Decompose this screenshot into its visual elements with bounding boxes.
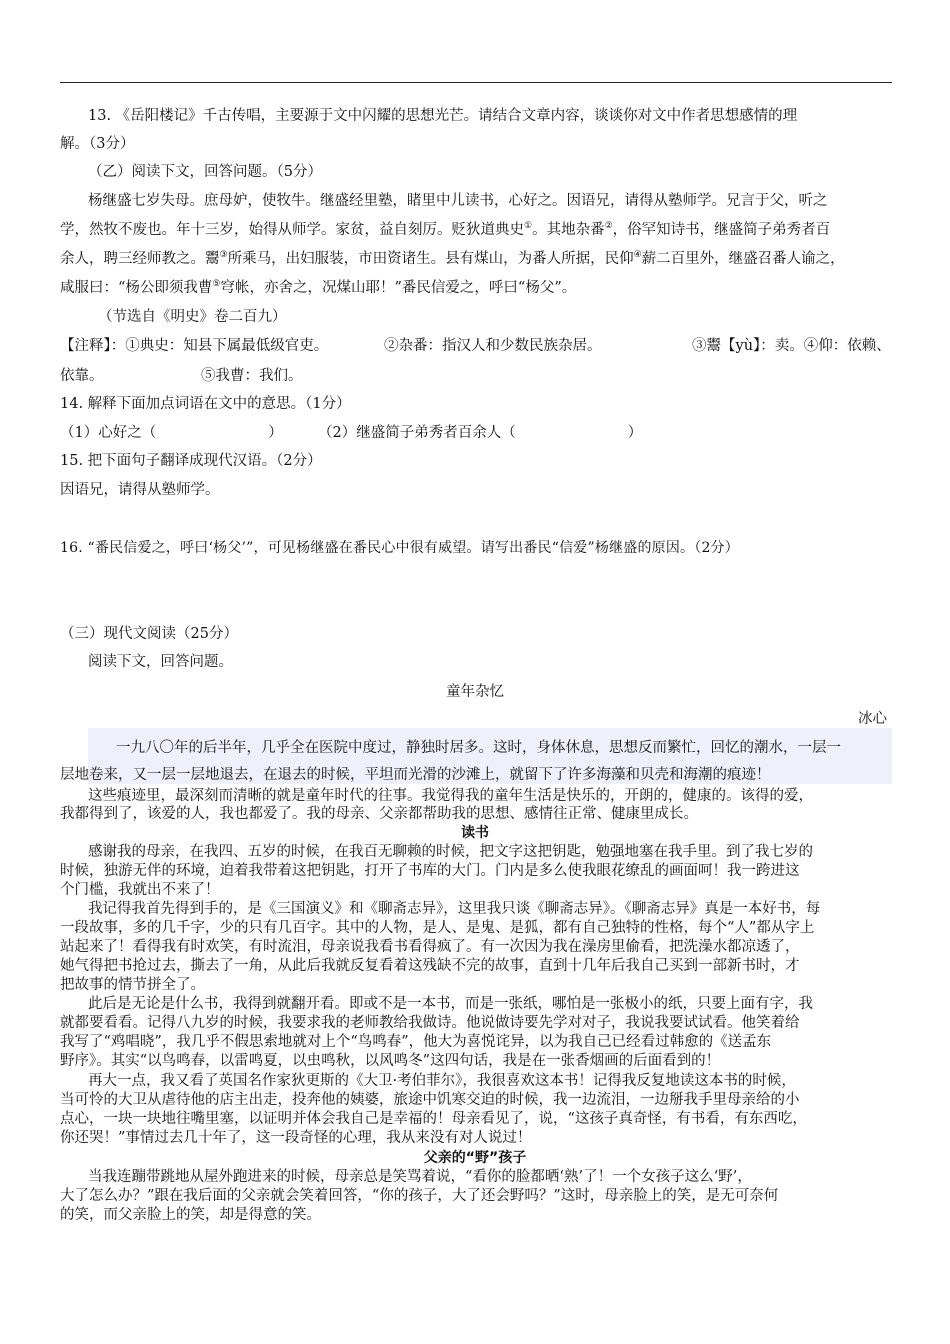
article-p7-l3: 的笑，而父亲脸上的笑，却是得意的笑。 bbox=[60, 1207, 321, 1223]
classical-text-line4: 咸服曰：“杨公即须我曹⑤穹帐，亦舍之，况煤山耶！”番民信爱之，呼曰“杨父”。 bbox=[60, 279, 577, 296]
section-3-instruction: 阅读下文，回答问题。 bbox=[88, 654, 233, 670]
notes-line1-b: ②杂番：指汉人和少数民族杂居。 bbox=[384, 338, 602, 354]
article-p3-l1: 感谢我的母亲，在我四、五岁的时候，在我百无聊赖的时候，把文字这把钥匙，勉强地塞在我手里。到了我七岁的 bbox=[88, 844, 813, 860]
subheading-reading: 读书 bbox=[461, 825, 489, 841]
article-p4-l5: 把故事的情节拼全了。 bbox=[60, 977, 205, 993]
header-rule bbox=[60, 82, 892, 83]
article-p7-l2: 大了怎么办？”跟在我后面的父亲就会笑着回答，“你的孩子，大了还会野吗？”这时，母亲脸上的笑，是无可奈何 bbox=[60, 1188, 779, 1204]
notes-line1-a: 【注释】：①典史：知县下属最低级官吏。 bbox=[60, 338, 329, 354]
article-p6-l2: 当可怜的大卫从虐待他的店主出走，投奔他的姨婆，旅途中饥寒交迫的时候，我一边流泪，一边掰我手里母亲给的小 bbox=[60, 1092, 800, 1108]
notes-line2-a: 依靠。 bbox=[60, 368, 104, 384]
article-p4-l3: 站起来了！看得我有时欢笑，有时流泪，母亲说我看书看得疯了。有一次因为我在澡房里偷看，把洗澡水都凉透了， bbox=[60, 939, 800, 955]
q16-text: 16. “番民信爱之，呼曰‘杨父’”，可见杨继盛在番民心中很有威望。请写出番民“信爱”杨继盛的原因。（2分） bbox=[60, 540, 739, 556]
article-p4-l2: 一段故事，多的几千字，少的只有几百字。其中的人物，是人、是鬼、是狐，都有自己独特的性格，每个“人”都从字上 bbox=[60, 920, 815, 936]
q14-item1: （1）心好之（ ） bbox=[60, 425, 283, 441]
q14-item2: （2）继盛简子弟秀者百余人（ ） bbox=[318, 425, 643, 441]
classical-text-line1: 杨继盛七岁失母。庶母妒，使牧牛。继盛经里塾，睹里中儿读书，心好之。因语兄，请得从塾师学。兄言于父，听之 bbox=[88, 193, 828, 209]
article-p1-l1: 一九八〇年的后半年，几乎全在医院中度过，静独时居多。这时，身体休息，思想反而繁忙，回忆的潮水，一层一 bbox=[116, 740, 841, 756]
section-b-heading: （乙）阅读下文，回答问题。（5分） bbox=[88, 164, 322, 180]
q15-sentence: 因语兄，请得从塾师学。 bbox=[60, 482, 220, 498]
article-p5-l1: 此后是无论是什么书，我得到就翻开看。即或不是一本书，而是一张纸，哪怕是一张极小的纸，只要上面有字，我 bbox=[88, 996, 813, 1012]
article-p3-l3: 个门槛，我就出不来了！ bbox=[60, 882, 220, 898]
article-p5-l3: 我写了“鸡唱晓”，我几乎不假思索地就对上个“鸟鸣春”，他大为喜悦诧异，以为我自己已经看过韩愈的《送孟东 bbox=[60, 1034, 772, 1050]
article-author: 冰心 bbox=[858, 711, 887, 727]
article-title: 童年杂忆 bbox=[446, 684, 504, 700]
classical-text-line2: 学，然牧不废也。年十三岁，始得从师学。家贫，益自刻厉。贬狄道典史①。其地杂番②，俗罕知诗书，继盛简子弟秀者百 bbox=[60, 221, 831, 238]
article-p4-l1: 我记得我首先得到手的，是《三国演义》和《聊斋志异》，这里我只谈《聊斋志异》。《聊斋志异》真是一本好书，每 bbox=[88, 901, 821, 917]
subheading-wild-child: 父亲的“野”孩子 bbox=[423, 1150, 527, 1166]
article-p6-l1: 再大一点，我又看了英国名作家狄更斯的《大卫·考伯菲尔》，我很喜欢这本书！记得我反复地读这本书的时候， bbox=[88, 1073, 796, 1089]
notes-line1-c: ③鬻【yù】：卖。④仰：依赖、 bbox=[692, 338, 891, 354]
q15-title: 15. 把下面句子翻译成现代汉语。（2分） bbox=[60, 453, 322, 469]
q13-line2: 解。（3分） bbox=[60, 136, 135, 152]
article-p4-l4: 她气得把书抢过去，撕去了一角，从此后我就反复看着这残缺不完的故事，直到十几年后我自己买到一部新书时，才 bbox=[60, 958, 800, 974]
article-p2-l2: 我都得到了，该爱的人，我也都爱了。我的母亲、父亲都帮助我的思想、感情往正常、健康里成长。 bbox=[60, 806, 698, 822]
article-p6-l3: 点心，一块一块地往嘴里塞，以证明并体会我自己是幸福的！母亲看见了，说，“这孩子真奇怪，有书看，有东西吃， bbox=[60, 1111, 807, 1127]
classical-text-line3: 余人，聘三经师教之。鬻③所乘马，出妇服装，市田资诸生。县有煤山，为番人所据，民仰④薪二百里外，继盛召番人谕之， bbox=[60, 250, 845, 267]
section-3-heading: （三）现代文阅读（25分） bbox=[60, 626, 238, 642]
article-p2-l1: 这些痕迹里，最深刻而清晰的就是童年时代的往事。我觉得我的童年生活是快乐的，开朗的，健康的。该得的爱， bbox=[88, 788, 813, 804]
article-p5-l4: 野序》。其实“以鸟鸣春，以雷鸣夏，以虫鸣秋，以风鸣冬”这四句话，我是在一张香烟画的后面看到的！ bbox=[60, 1053, 721, 1069]
q13-line1: 13. 《岳阳楼记》千古传唱，主要源于文中闪耀的思想光芒。请结合文章内容，谈谈你对文中作者思想感情的理 bbox=[88, 108, 798, 124]
notes-line2-b: ⑤我曹：我们。 bbox=[201, 368, 303, 384]
article-p1-l2: 层地卷来，又一层一层地退去，在退去的时候，平坦而光滑的沙滩上，就留下了许多海藻和贝壳和海潮的痕迹！ bbox=[60, 767, 771, 783]
article-p6-l4: 你还哭！”事情过去几十年了，这一段奇怪的心理，我从来没有对人说过！ bbox=[60, 1130, 532, 1146]
q14-title: 14. 解释下面加点词语在文中的意思。（1分） bbox=[60, 396, 351, 412]
article-p5-l2: 就都要看看。记得八九岁的时候，我要求我的老师教给我做诗。他说做诗要先学对对子，我说我要试试看。他笑着给 bbox=[60, 1015, 800, 1031]
article-p7-l1: 当我连蹦带跳地从屋外跑进来的时候，母亲总是笑骂着说，“看你的脸都晒‘熟’了！一个女孩子这么‘野’， bbox=[88, 1169, 752, 1185]
classical-text-source: （节选自《明史》卷二百九） bbox=[98, 309, 287, 325]
article-p3-l2: 时候，独游无伴的环境，迫着我带着这把钥匙，打开了书库的大门。门内是多么使我眼花缭乱的画面呵！我一跨进这 bbox=[60, 863, 800, 879]
